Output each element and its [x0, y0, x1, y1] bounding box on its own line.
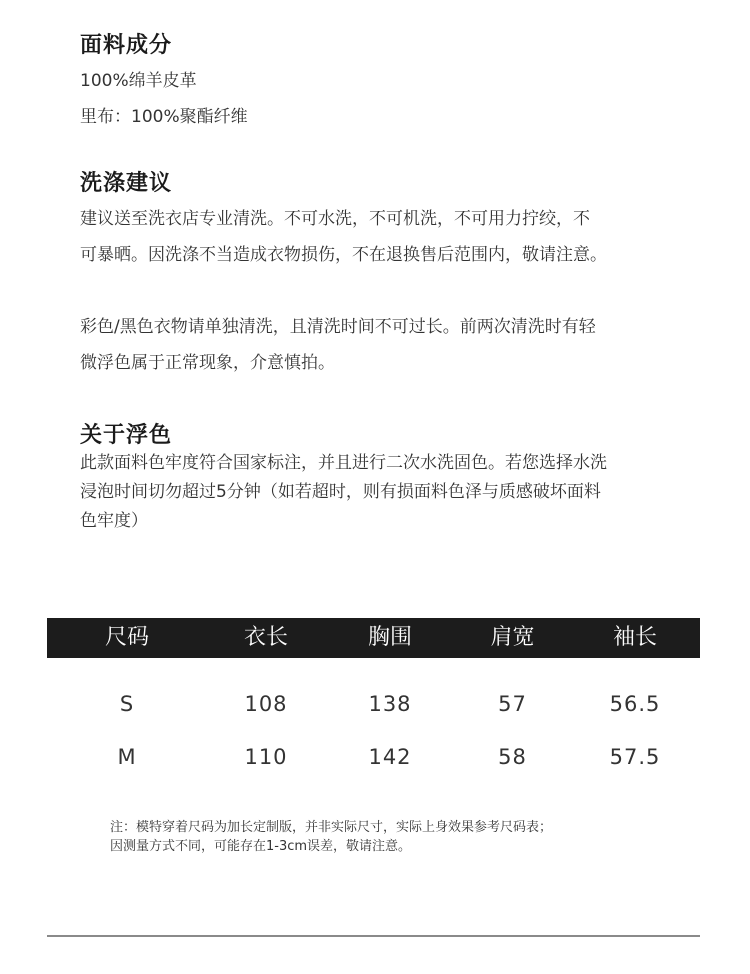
cell-size: S — [119, 692, 135, 716]
header-chest: 胸围 — [367, 625, 412, 650]
size-note — [110, 818, 670, 856]
bleed-title: 关于浮色 — [80, 423, 173, 448]
cell-sleeve: 56.5 — [609, 692, 661, 716]
fabric-line: 100%绵羊皮革 — [80, 71, 197, 91]
bleed-section — [80, 418, 700, 536]
cell-shoulder: 58 — [498, 745, 527, 769]
cell-chest: 142 — [368, 745, 412, 769]
table-row — [47, 686, 700, 722]
bleed-line: 此款面料色牢度符合国家标注，并且进行二次水洗固色。若您选择水洗 — [80, 453, 607, 473]
bleed-line: 浸泡时间切勿超过5分钟（如若超时，则有损面料色泽与质感破坏面料 — [80, 482, 601, 502]
bottom-divider — [47, 935, 700, 937]
cell-shoulder: 57 — [498, 692, 527, 716]
cell-length: 108 — [244, 692, 288, 716]
fabric-section — [80, 28, 700, 135]
fabric-line: 里布：100%聚酯纤维 — [80, 107, 248, 127]
fabric-title: 面料成分 — [80, 33, 173, 58]
care-line: 彩色/黑色衣物请单独清洗，且清洗时间不可过长。前两次清洗时有轻 — [80, 317, 596, 337]
note-line: 因测量方式不同，可能存在1-3cm误差，敬请注意。 — [110, 839, 412, 854]
cell-length: 110 — [244, 745, 288, 769]
care-section — [80, 166, 700, 381]
header-length: 衣长 — [243, 625, 288, 650]
care-line: 微浮色属于正常现象，介意慎拍。 — [80, 353, 335, 373]
bleed-line: 色牢度） — [80, 511, 148, 531]
cell-chest: 138 — [368, 692, 412, 716]
header-sleeve: 袖长 — [612, 625, 657, 650]
header-size: 尺码 — [104, 625, 149, 650]
header-shoulder: 肩宽 — [490, 625, 535, 650]
cell-sleeve: 57.5 — [609, 745, 661, 769]
note-line: 注：模特穿着尺码为加长定制版，并非实际尺寸，实际上身效果参考尺码表； — [110, 820, 553, 835]
care-title: 洗涤建议 — [80, 171, 173, 196]
care-line: 可暴晒。因洗涤不当造成衣物损伤，不在退换售后范围内，敬请注意。 — [80, 245, 607, 265]
size-table-header — [47, 618, 700, 658]
cell-size: M — [117, 745, 137, 769]
table-row — [47, 739, 700, 775]
care-line: 建议送至洗衣店专业清洗。不可水洗，不可机洗，不可用力拧绞，不 — [80, 209, 590, 229]
